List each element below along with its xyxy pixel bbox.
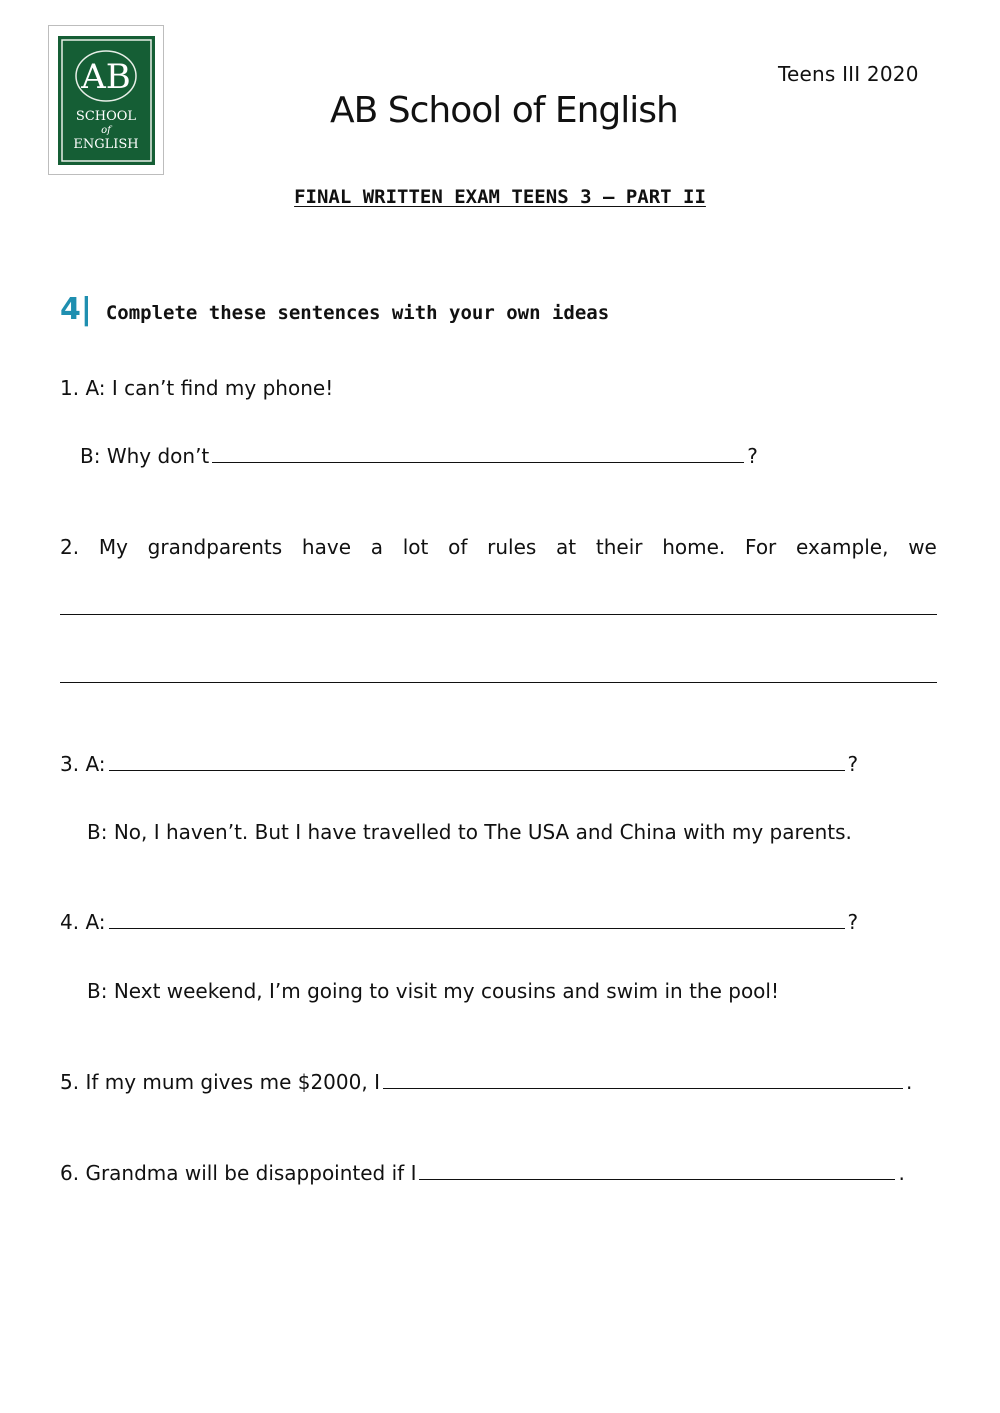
logo-ab-text: AB [81,57,131,97]
q6-prefix: 6. Grandma will be disappointed if I [60,1161,417,1185]
logo-school-text: SCHOOL [75,109,137,124]
section-number: 4| [60,292,92,327]
q5-suffix: . [905,1070,913,1094]
q2-word: grandparents [147,535,283,559]
logo-badge [58,36,155,165]
q2-word: a [370,535,383,559]
q2-word: their [595,535,643,559]
q2-word: of [448,535,468,559]
q6-suffix: . [898,1161,905,1185]
q2-word: 2. [60,535,80,559]
exam-title: FINAL WRITTEN EXAM TEENS 3 – PART II [294,186,706,208]
logo-graphic [58,36,155,165]
q3-question-suffix: ? [847,752,859,776]
school-logo [48,25,164,175]
q1-answer-line [80,444,758,468]
q2-word: at [556,535,577,559]
section-instruction: Complete these sentences with your own ideas [105,302,610,324]
q4-question-line [60,910,858,934]
logo-of-text: of [101,125,111,136]
school-name: AB School of English [330,90,678,131]
q2-prompt [60,535,937,559]
q2-answer-blank-1[interactable] [60,614,937,615]
q2-word: we [908,535,937,559]
q1-answer-prefix: B: Why don’t [80,444,210,468]
q2-word: example, [796,535,889,559]
q2-answer-blank-2[interactable] [60,682,937,683]
level-label: Teens III 2020 [778,62,919,86]
q4-question-suffix: ? [847,910,859,934]
logo-english-text: ENGLISH [73,137,139,152]
q2-word: lot [402,535,429,559]
q2-word: My [98,535,128,559]
q4-question-prefix: 4. A: [60,910,106,934]
q2-word: have [301,535,351,559]
q4-response: B: Next weekend, I’m going to visit my cousins and swim in the pool! [87,979,779,1003]
q6-line [60,1161,905,1185]
q2-word: home. [662,535,726,559]
q3-question-blank[interactable] [109,769,845,771]
q6-answer-blank[interactable] [419,1178,895,1180]
q5-line [60,1070,912,1094]
q2-word: rules [487,535,537,559]
q1-prompt: 1. A: I can’t find my phone! [60,376,334,400]
q3-question-line [60,752,858,776]
q1-answer-blank[interactable] [212,461,744,463]
section-heading [60,292,609,327]
q3-question-prefix: 3. A: [60,752,106,776]
q5-prefix: 5. If my mum gives me $2000, I [60,1070,380,1094]
q3-response: B: No, I haven’t. But I have travelled to The USA and China with my parents. [87,820,852,844]
q5-answer-blank[interactable] [383,1087,903,1089]
q1-answer-suffix: ? [747,444,758,468]
q2-word: For [745,535,777,559]
q4-question-blank[interactable] [109,927,845,929]
